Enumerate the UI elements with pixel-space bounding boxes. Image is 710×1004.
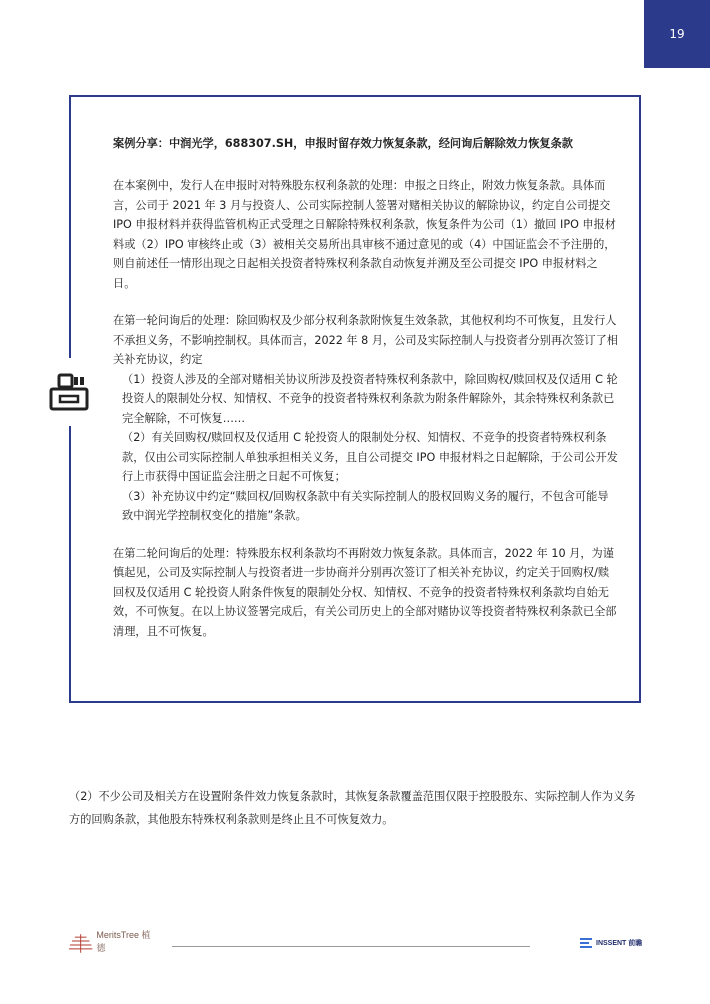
case-study-box xyxy=(69,95,641,703)
case-study-content xyxy=(113,134,618,641)
merits-tree-logo xyxy=(68,930,158,954)
case-icon xyxy=(36,358,102,426)
right-logo-text: INSSENT 前瞻 xyxy=(596,940,643,947)
footer-divider xyxy=(172,946,530,947)
body-paragraph: （2）不少公司及相关方在设置附条件效力恢复条款时，其恢复条款覆盖范围仅限于控股股东、实际控制人作为义务方的回购条款，其他股东特殊权利条款则是终止且不可恢复效力。 xyxy=(69,790,636,827)
inssent-logo xyxy=(580,935,650,951)
case-title: 案例分享：中润光学，688307.SH，申报时留存效力恢复条款，经问询后解除效力恢复条款 xyxy=(113,137,573,150)
case-item-1: （1）投资人涉及的全部对赌相关协议所涉及投资者特殊权利条款中，除回购权/赎回权及仅适用 C 轮投资人的限制处分权、知情权、不竞争的投资者特殊权利条款为附条件解除外，其余特殊权利条款已完全解除，不可恢复…… xyxy=(122,372,618,425)
case-paragraph-2: 在第一轮问询后的处理：除回购权及少部分权利条款附恢复生效条款，其他权利均不可恢复，且发行人不承担义务，不影响控制权。具体而言，2022 年 8 月，公司及实际控制人与投资者分别再次签订了相关补充协议，约定 xyxy=(113,314,618,366)
left-logo-text: MeritsTree 植德 xyxy=(96,930,151,953)
inssent-logo-icon xyxy=(580,937,592,949)
page-number-tab xyxy=(644,0,710,68)
case-item-3: （3）补充协议中约定“赎回权/回购权条款中有关实际控制人的股权回购义务的履行，不包含可能导致中润光学控制权变化的措施”条款。 xyxy=(122,489,609,522)
spacer xyxy=(113,526,618,544)
page-number: 19 xyxy=(669,27,685,41)
case-paragraph-3: 在第二轮问询后的处理：特殊股东权利条款均不再附效力恢复条款。具体而言，2022 年 10 月，为谨慎起见，公司及实际控制人与投资者进一步协商并分别再次签订了相关补充协议，约定关于回购权/赎回权及仅适用 C 轮投资人附条件恢复的限制处分权、知情权、不竞争的投资者特殊权利条款均自始无效，不可恢复。在以上协议签署完成后，有关公司历史上的全部对赌协议等投资者特殊权利条款已全部清理，且不可恢复。 xyxy=(113,546,617,638)
case-item-2: （2）有关回购权/赎回权及仅适用 C 轮投资人的限制处分权、知情权、不竞争的投资者特殊权利条款，仅由公司实际控制人单独承担相关义务，且自公司提交 IPO 申报材料之日起解除，于公司公开发行上市获得中国证监会注册之日起不可恢复； xyxy=(122,431,618,483)
tree-logo-icon xyxy=(68,932,93,954)
spacer xyxy=(113,293,618,311)
printer-icon xyxy=(47,370,91,414)
case-paragraph-1: 在本案例中，发行人在申报时对特殊股东权利条款的处理：申报之日终止，附效力恢复条款。具体而言，公司于 2021 年 3 月与投资人、公司实际控制人签署对赌相关协议的解除协议，约定自公司提交 IPO 申报材料并获得监管机构正式受理之日解除特殊权利条款，恢复条件为公司（1）撤回 IPO 申报材料或（2）IPO 审核终止或（3）被相关交易所出具审核不通过意见的或（4）中国证监会不予注册的，则自前述任一情形出现之日起相关投资者特殊权利条款自动恢复并溯及至公司提交 IPO 申报材料之日。 xyxy=(113,179,616,290)
